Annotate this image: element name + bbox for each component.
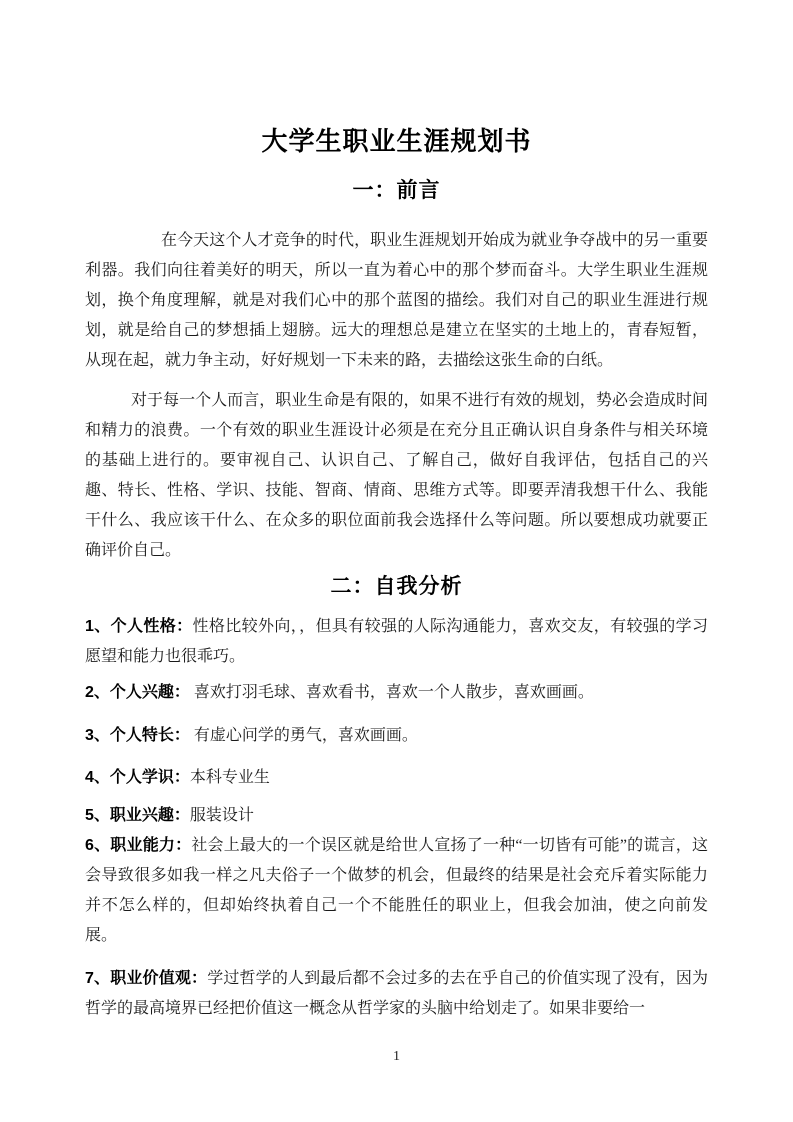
- list-item-personality: [85, 612, 708, 672]
- item-text: 性格比较外向，，但具有较强的人际沟通能力，喜欢交友，有较强的学习愿望和能力也很乖巧。: [85, 618, 708, 665]
- section-heading-foreword: 一：前言: [352, 179, 441, 202]
- item-label: 4、个人学识：: [85, 769, 190, 786]
- item-label: 7、职业价值观：: [85, 970, 208, 987]
- item-text: 社会上最大的一个误区就是给世人宣扬了一种“一切皆有可能”的谎言，这会导致很多如我一样之凡夫俗子一个做梦的机会，但最终的结果是社会充斥着实际能力并不怎么样的，但却始终执着自己一个不能胜任的职业上，但我会加油，使之向前发展。: [85, 837, 708, 944]
- item-label: 1、个人性格：: [85, 618, 193, 635]
- item-label: 6、职业能力：: [85, 837, 192, 854]
- list-item-education: [85, 763, 708, 793]
- section-heading-self-analysis: 二：自我分析: [330, 575, 463, 598]
- document-title: 大学生职业生涯规划书: [261, 126, 532, 156]
- foreword-paragraph-2: 对于每一个人而言，职业生命是有限的，如果不进行有效的规划，势必会造成时间和精力的浪费。一个有效的职业生涯设计必须是在充分且正确认识自身条件与相关环境的基础上进行的。要审视自己、认识自己、了解自己，做好自我评估，包括自己的兴趣、特长、性格、学识、技能、智商、情商、思维方式等。即要弄清我想干什么、我能干什么、我应该干什么、在众多的职位面前我会选择什么等问题。所以要想成功就要正确评价自己。: [85, 392, 708, 559]
- item-text: 本科专业生: [189, 769, 270, 786]
- item-text: 有虚心问学的勇气，喜欢画画。: [189, 727, 418, 744]
- list-item-career-interest: [85, 801, 708, 831]
- page-number: 1: [393, 1049, 400, 1064]
- item-text: 学过哲学的人到最后都不会过多的去在乎自己的价值实现了没有，因为哲学的最高境界已经把价值这一概念从哲学家的头脑中给划走了。如果非要给一: [85, 970, 708, 1017]
- item-text: 服装设计: [189, 807, 254, 824]
- list-item-career-ability: [85, 831, 708, 951]
- item-label: 2、个人兴趣：: [85, 684, 190, 701]
- item-label: 5、职业兴趣：: [85, 807, 190, 824]
- item-text: 喜欢打羽毛球、喜欢看书，喜欢一个人散步，喜欢画画。: [189, 684, 594, 701]
- list-item-strengths: [85, 721, 708, 751]
- list-item-interests: [85, 678, 708, 708]
- foreword-paragraph-1: 在今天这个人才竞争的时代，职业生涯规划开始成为就业争夺战中的另一重要利器。我们向往着美好的明天，所以一直为着心中的那个梦而奋斗。大学生职业生涯规划，换个角度理解，就是对我们心中的那个蓝图的描绘。我们对自己的职业生涯进行规划，就是给自己的梦想插上翅膀。远大的理想总是建立在坚实的土地上的，青春短暂，从现在起，就力争主动，好好规划一下未来的路，去描绘这张生命的白纸。: [85, 232, 708, 369]
- list-item-career-values: [85, 964, 708, 1024]
- item-label: 3、个人特长：: [85, 727, 190, 744]
